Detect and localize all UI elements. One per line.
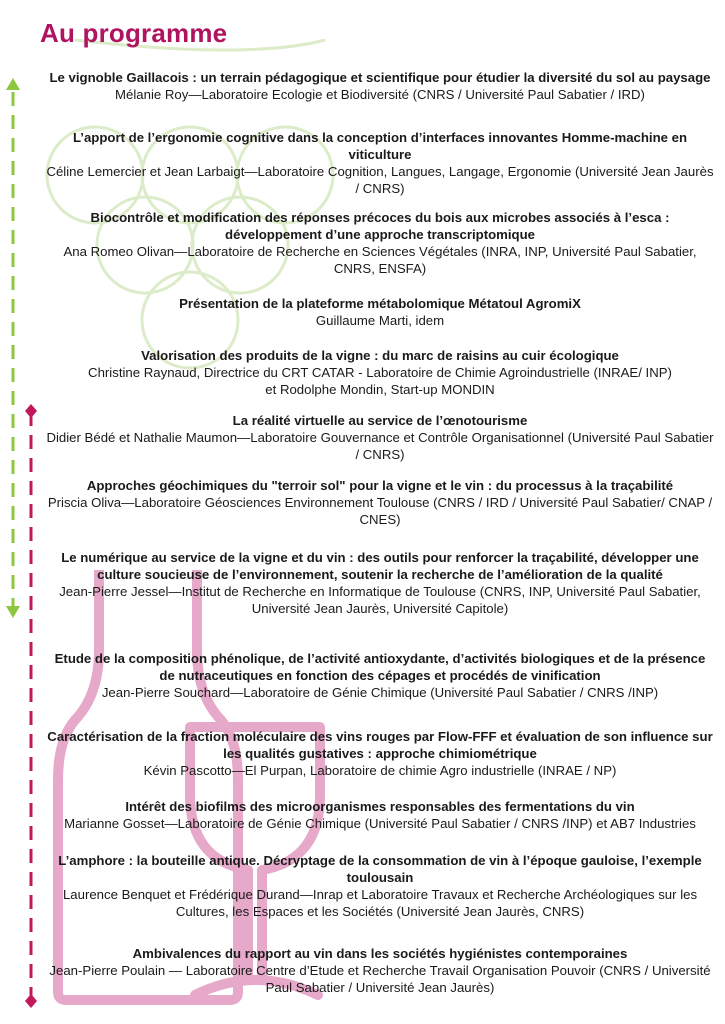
talk-speakers: Jean-Pierre Jessel—Institut de Recherche en Informatique de Toulouse (CNRS, INP, Université Paul Sabatier, Université Jean Jaurès, Université Capitole) [59,584,701,616]
talk-speakers: Jean-Pierre Souchard—Laboratoire de Génie Chimique (Université Paul Sabatier / CNRS /INP) [101,685,659,700]
talk-title: Caractérisation de la fraction moléculaire des vins rouges par Flow-FFF et évaluation de son influence sur les qualités gustatives : approche chimiométrique [47,729,713,761]
talk-title: L’amphore : la bouteille antique. Décryptage de la consommation de vin à l’époque gauloise, l’exemple toulousain [58,853,702,885]
talk-speakers: Kévin Pascotto—El Purpan, Laboratoire de chimie Agro industrielle (INRAE / NP) [143,763,617,778]
diamond-icon [25,404,37,418]
talk-title: Valorisation des produits de la vigne : du marc de raisins au cuir écologique [141,348,619,363]
talk-title: La réalité virtuelle au service de l’œnotourisme [232,413,528,428]
talk-speakers-extra: et Rodolphe Mondin, Start-up MONDIN [265,382,495,397]
talk-title: L’apport de l’ergonomie cognitive dans la conception d’interfaces innovantes Homme-machine en viticulture [72,130,688,162]
program-item [46,945,714,996]
talk-title: Le vignoble Gaillacois : un terrain pédagogique et scientifique pour étudier la diversité du sol au paysage [49,70,711,85]
talk-title: Le numérique au service de la vigne et du vin : des outils pour renforcer la traçabilité, développer une culture soucieuse de l’environnement, soutenir la recherche de l’amélioration de la qualité [61,550,699,582]
talk-speakers: Jean-Pierre Poulain — Laboratoire Centre d’Etude et Recherche Travail Organisation Pouvoir (CNRS / Université Paul Sabatier / Université Jean Jaurès) [49,963,711,995]
program-item [46,650,714,701]
arrow-up-icon [6,78,20,90]
talk-speakers: Christine Raynaud, Directrice du CRT CATAR - Laboratoire de Chimie Agroindustrielle (INRAE/ INP) [88,365,672,380]
talk-speakers: Priscia Oliva—Laboratoire Géosciences Environnement Toulouse (CNRS / IRD / Université Paul Sabatier/ CNAP / CNES) [47,495,713,527]
page-title: Au programme [40,18,228,48]
talk-title: Présentation de la plateforme métabolomique Métatoul AgromiX [179,296,581,311]
program-item [46,412,714,463]
talk-title: Intérêt des biofilms des microorganismes responsables des fermentations du vin [125,799,635,814]
program-item [46,477,714,528]
arrow-down-icon [6,606,20,618]
program-item [46,129,714,197]
talk-title: Etude de la composition phénolique, de l’activité antioxydante, d’activités biologiques et de la présence de nutraceutiques en fonction des cépages et procédés de vinification [54,651,706,683]
program-item [46,728,714,779]
talk-speakers: Marianne Gosset—Laboratoire de Génie Chimique (Université Paul Sabatier / CNRS /INP) et AB7 Industries [64,816,696,831]
talk-speakers: Mélanie Roy—Laboratoire Ecologie et Biodiversité (CNRS / Université Paul Sabatier / IRD) [115,87,645,102]
program-item [46,347,714,398]
program-item [46,69,714,103]
wine-bottle-illustration [58,570,238,1000]
talk-speakers: Guillaume Marti, idem [315,313,445,328]
green-timeline [6,78,20,618]
talk-speakers: Ana Romeo Olivan—Laboratoire de Recherche en Sciences Végétales (INRA, INP, Université Paul Sabatier, CNRS, ENSFA) [63,244,697,276]
pink-timeline [25,404,37,1008]
program-item [46,295,714,329]
program-item [46,798,714,832]
talk-speakers: Didier Bédé et Nathalie Maumon—Laboratoire Gouvernance et Contrôle Organisationnel (Université Paul Sabatier / CNRS) [46,430,714,462]
talk-speakers: Céline Lemercier et Jean Larbaigt—Laboratoire Cognition, Langues, Langage, Ergonomie (Université Jean Jaurès / CNRS) [46,164,714,196]
program-item [46,549,714,617]
program-item [46,209,714,277]
diamond-icon [25,994,37,1008]
talk-title: Approches géochimiques du "terroir sol" pour la vigne et le vin : du processus à la traçabilité [86,478,674,493]
talk-title: Ambivalences du rapport au vin dans les sociétés hygiénistes contemporaines [132,946,628,961]
program-item [46,852,714,920]
talk-speakers: Laurence Benquet et Frédérique Durand—Inrap et Laboratoire Travaux et Recherche Archéologiques sur les Cultures, les Espaces et les Sociétés (Université Jean Jaurès, CNRS) [62,887,698,919]
talk-title: Biocontrôle et modification des réponses précoces du bois aux microbes associés à l’esca : développement d’une approche transcriptomique [90,210,670,242]
